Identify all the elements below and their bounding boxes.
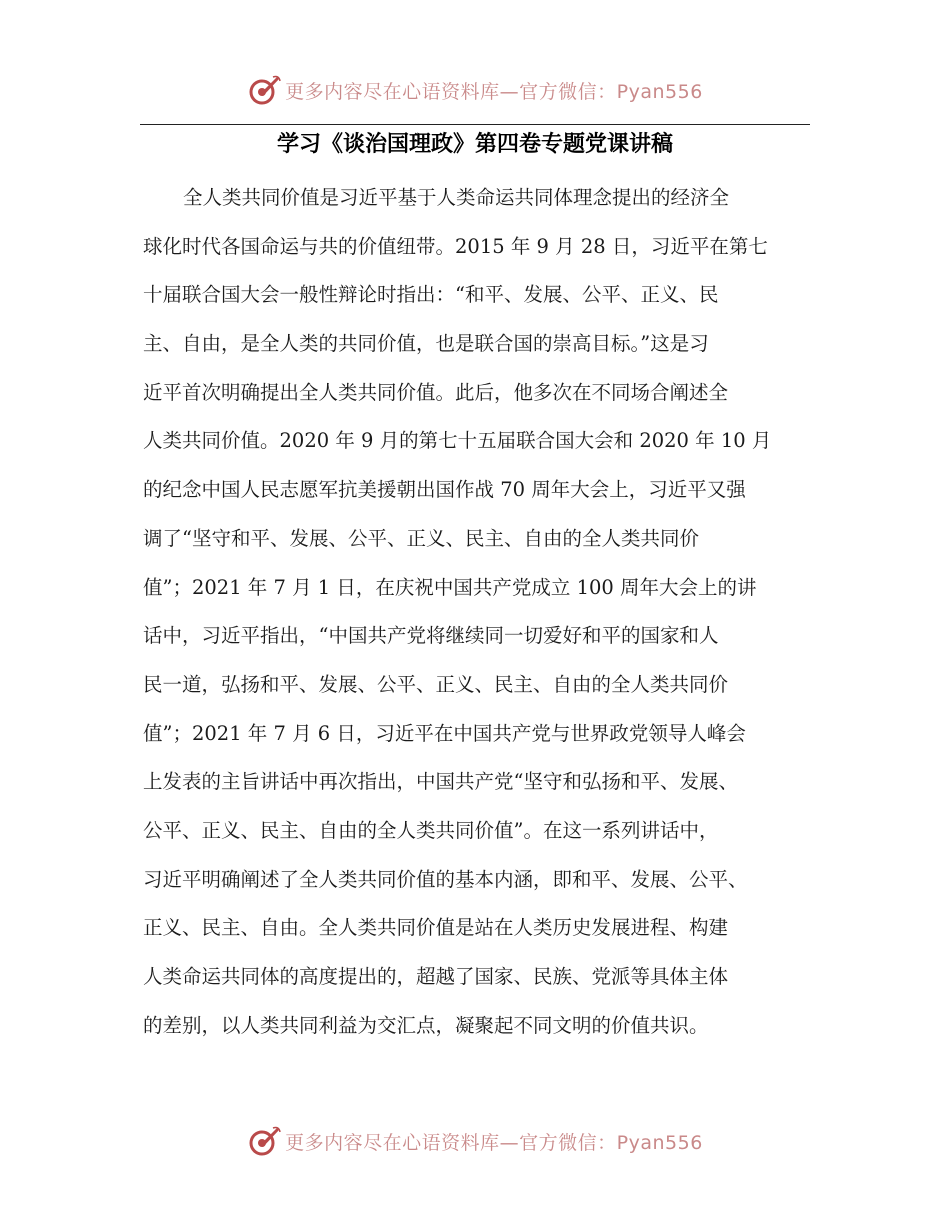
- text-line: 的纪念中国人民志愿军抗美援朝出国作战 70 周年大会上，习近平又强: [143, 478, 746, 502]
- header-banner-text: 更多内容尽在心语资料库—官方微信：Pyan556: [285, 80, 703, 103]
- text-line: 话中，习近平指出，“中国共产党将继续同一切爱好和平的国家和人: [143, 624, 719, 648]
- quill-seal-icon: [247, 1124, 281, 1158]
- text-line: 民一道，弘扬和平、发展、公平、正义、民主、自由的全人类共同价: [143, 672, 729, 696]
- text-line: 值”；2021 年 7 月 6 日，习近平在中国共产党与世界政党领导人峰会: [143, 721, 746, 745]
- text-line: 球化时代各国命运与共的价值纽带。2015 年 9 月 28 日，习近平在第七: [143, 234, 768, 258]
- quill-seal-icon: [247, 73, 281, 107]
- document-title: 学习《谈治国理政》第四卷专题党课讲稿: [276, 131, 673, 157]
- text-line: 主、自由，是全人类的共同价值，也是联合国的崇高目标。”这是习: [143, 332, 709, 356]
- text-line: 的差别，以人类共同利益为交汇点，凝聚起不同文明的价值共识。: [143, 1013, 709, 1037]
- text-line: 调了“坚守和平、发展、公平、正义、民主、自由的全人类共同价: [143, 526, 699, 550]
- text-line: 十届联合国大会一般性辩论时指出：“和平、发展、公平、正义、民: [143, 283, 719, 307]
- header-banner: [0, 70, 950, 110]
- footer-banner: [0, 1121, 950, 1161]
- text-line: 正义、民主、自由。全人类共同价值是站在人类历史发展进程、构建: [143, 916, 729, 940]
- text-line: 人类命运共同体的高度提出的，超越了国家、民族、党派等具体主体: [143, 965, 729, 988]
- text-line: 上发表的主旨讲话中再次指出，中国共产党“坚守和弘扬和平、发展、: [143, 770, 738, 794]
- footer-banner-text: 更多内容尽在心语资料库—官方微信：Pyan556: [285, 1131, 703, 1154]
- body-paragraph: [143, 174, 807, 1050]
- text-line: 近平首次明确提出全人类共同价值。此后，他多次在不同场合阐述全: [143, 380, 729, 404]
- text-line: 公平、正义、民主、自由的全人类共同价值”。在这一系列讲话中，: [143, 818, 719, 842]
- text-line: 全人类共同价值是习近平基于人类命运共同体理念提出的经济全: [183, 186, 730, 209]
- header-rule: [140, 124, 810, 125]
- text-line: 人类共同价值。2020 年 9 月的第七十五届联合国大会和 2020 年 10 月: [143, 429, 772, 453]
- text-line: 值”；2021 年 7 月 1 日，在庆祝中国共产党成立 100 周年大会上的讲: [143, 575, 757, 599]
- text-line: 习近平明确阐述了全人类共同价值的基本内涵，即和平、发展、公平、: [143, 867, 748, 891]
